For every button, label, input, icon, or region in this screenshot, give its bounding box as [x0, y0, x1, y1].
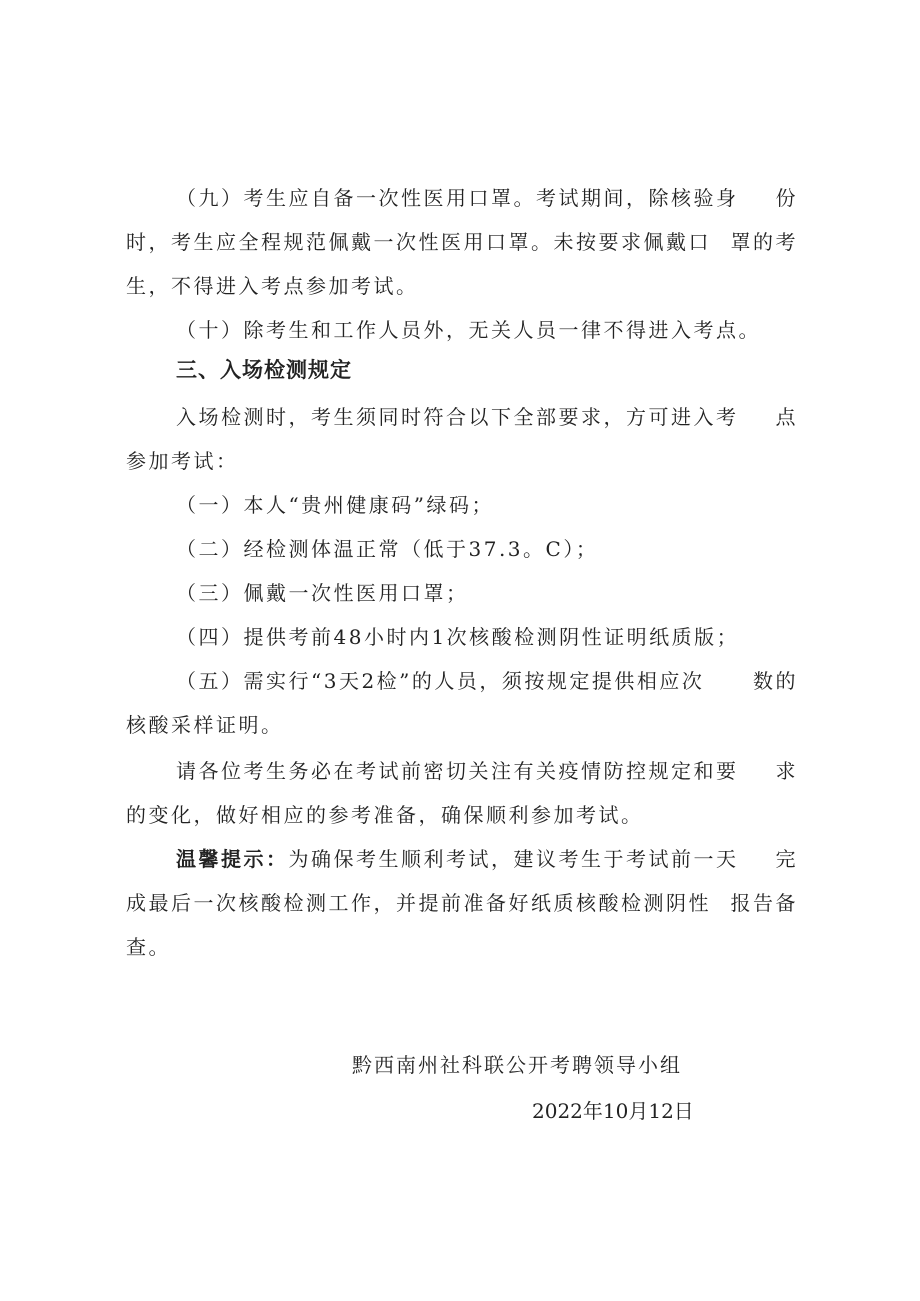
signature-date: 2022年10月12日 — [532, 1099, 694, 1123]
intro-line-2: 参加考试： — [126, 449, 239, 473]
para-9-text-c: 时，考生应全程规范佩戴一次性医用口罩。未按要求佩戴口 — [126, 230, 711, 254]
para-9-text-a: （九）考生应自备一次性医用口罩。考试期间，除核验身 — [176, 186, 739, 210]
notice-text-b: 求 — [775, 759, 798, 783]
para-9-line-3: 生，不得进入考点参加考试。 — [126, 274, 419, 298]
tip-line-3: 查。 — [126, 935, 171, 959]
item-4: （四）提供考前48小时内1次核酸检测阴性证明纸质版； — [176, 625, 740, 649]
tip-line-1 — [126, 845, 798, 873]
para-9-text-d: 罩的考 — [730, 230, 798, 254]
para-9-text-b: 份 — [775, 186, 798, 210]
notice-text-a: 请各位考生务必在考试前密切关注有关疫情防控规定和要 — [176, 759, 739, 783]
signature-org: 黔西南州社科联公开考聘领导小组 — [352, 1053, 682, 1077]
tip-line-2 — [126, 889, 798, 917]
item-5-line-2: 核酸采样证明。 — [126, 713, 284, 737]
item-5-text-b: 数的 — [753, 669, 798, 693]
para-9-line-2 — [126, 228, 798, 256]
section-3-heading: 三、入场检测规定 — [176, 358, 352, 382]
intro-text-b: 点 — [775, 405, 798, 429]
para-10: （十）除考生和工作人员外，无关人员一律不得进入考点。 — [176, 318, 761, 342]
item-3: （三）佩戴一次性医用口罩； — [176, 581, 469, 605]
tip-text-b: 完 — [775, 847, 798, 871]
para-9-line-1 — [126, 184, 798, 212]
intro-line-1 — [126, 403, 798, 431]
intro-text-a: 入场检测时，考生须同时符合以下全部要求，方可进入考 — [176, 405, 739, 429]
notice-line-1 — [126, 757, 798, 785]
tip-text-d: 报告备 — [730, 891, 798, 915]
item-1: （一）本人“贵州健康码”绿码； — [176, 493, 494, 517]
notice-line-2: 的变化，做好相应的参考准备，确保顺利参加考试。 — [126, 803, 644, 827]
item-2: （二）经检测体温正常（低于37.3。C）； — [176, 537, 599, 561]
item-5-text-a: （五）需实行“3天2检”的人员，须按规定提供相应次 — [176, 669, 705, 693]
tip-text-a: 为确保考生顺利考试，建议考生于考试前一天 — [288, 847, 739, 871]
item-5-line-1 — [126, 667, 798, 695]
tip-text-c: 成最后一次核酸检测工作，并提前准备好纸质核酸检测阴性 — [126, 891, 711, 915]
tip-label: 温馨提示： — [176, 847, 289, 871]
